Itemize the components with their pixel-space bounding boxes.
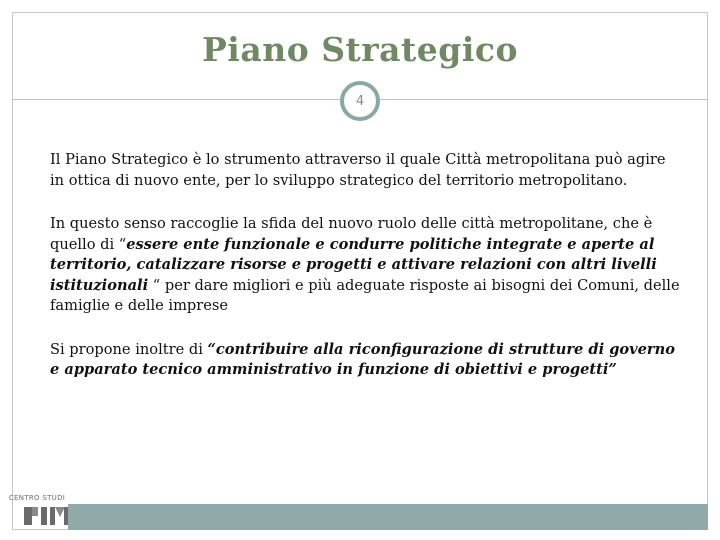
centro-studi-pim-logo <box>6 494 68 530</box>
slide-body <box>50 150 680 404</box>
paragraph-3-intro: Si propone inoltre di <box>50 340 208 358</box>
page-number: 4 <box>355 93 365 109</box>
logo-caption: CENTRO STUDI <box>8 494 66 502</box>
paragraph-3 <box>50 340 680 381</box>
title-divider-right <box>380 99 708 100</box>
footer-accent-bar <box>68 504 708 530</box>
slide-title: Piano Strategico <box>201 30 519 69</box>
paragraph-2-outro: “ per dare migliori e più adeguate risposte ai bisogni dei Comuni, delle famiglie e delle imprese <box>50 276 680 314</box>
page-number-badge <box>340 81 380 121</box>
paragraph-2 <box>50 214 680 317</box>
paragraph-3-emphasis: “contribuire alla riconfigurazione di strutture di governo e apparato tecnico amministrativo in funzione di obiettivi e progetti” <box>50 340 675 378</box>
paragraph-2-emphasis: essere ente funzionale e condurre politiche integrate e aperte al territorio, catalizzare risorse e progetti e attivare relazioni con altri livelli istituzionali <box>50 235 657 294</box>
pim-logo-icon <box>22 505 70 527</box>
paragraph-1: Il Piano Strategico è lo strumento attraverso il quale Città metropolitana può agire in ottica di nuovo ente, per lo sviluppo strategico del territorio metropolitano. <box>50 151 666 189</box>
title-divider-left <box>12 99 340 100</box>
paragraph-2-intro: In questo senso raccoglie la sfida del nuovo ruolo delle città metropolitane, che è quello di “ <box>50 215 653 253</box>
